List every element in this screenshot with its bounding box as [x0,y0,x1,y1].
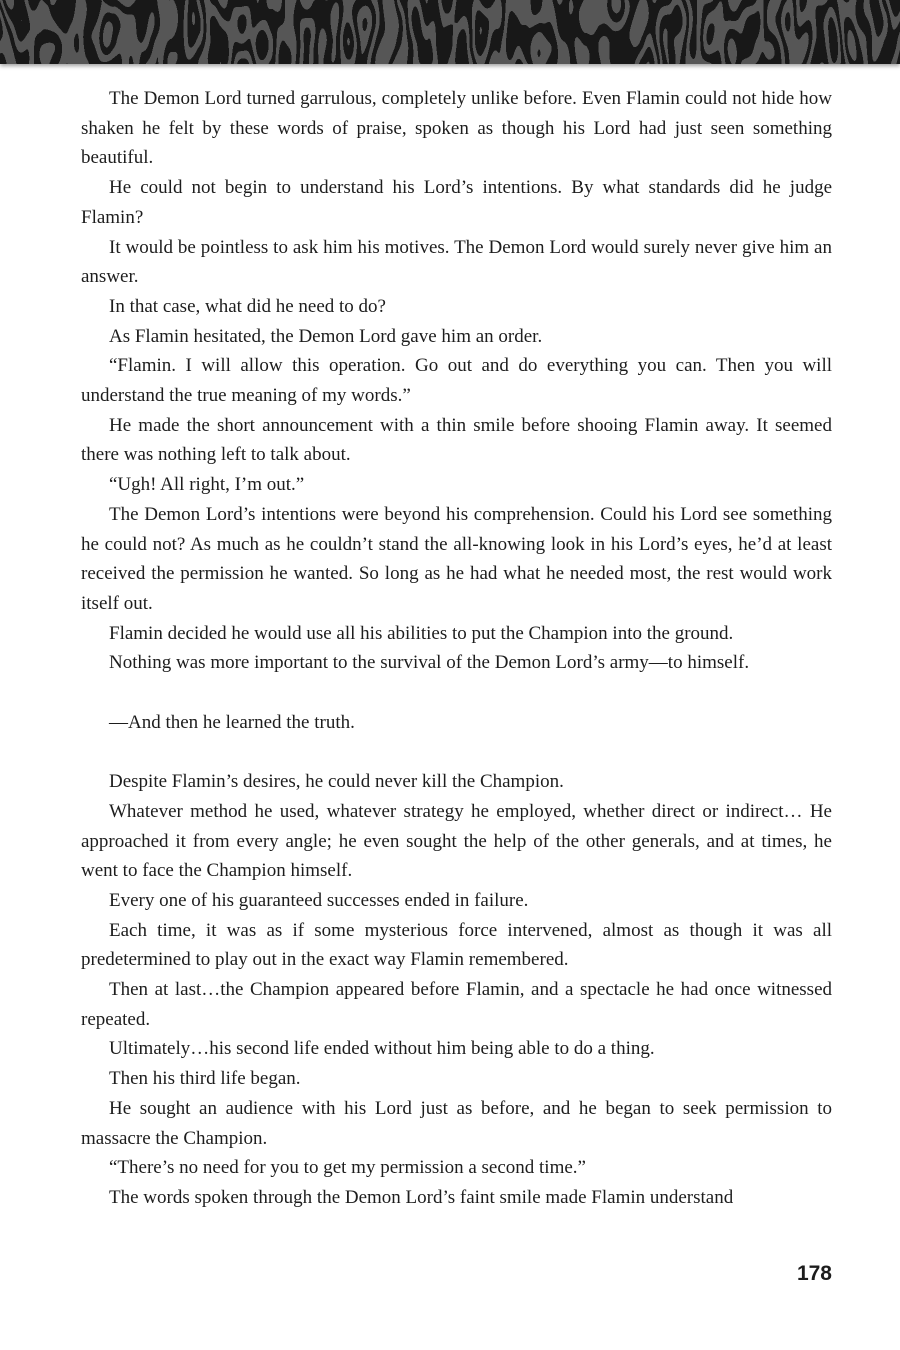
blank-line [81,737,832,767]
paragraph: “There’s no need for you to get my permission a second time.” [109,1157,586,1179]
paragraph: He could not begin to understand his Lord’s intentions. By what standards did he judge Flamin? [81,177,832,228]
paragraph: Ultimately…his second life ended without him being able to do a thing. [109,1038,655,1060]
paragraph: He sought an audience with his Lord just as before, and he began to seek permission to massacre the Champion. [81,1097,832,1149]
blank-line [81,678,832,708]
fingerprint-texture-graphic [0,0,900,64]
paragraph: —And then he learned the truth. [109,711,355,733]
paragraph: It would be pointless to ask him his motives. The Demon Lord would surely never give him an answer. [81,236,832,288]
paragraph: As Flamin hesitated, the Demon Lord gave him an order. [109,325,543,347]
paragraph: Despite Flamin’s desires, he could never kill the Champion. [109,771,564,793]
paragraph: Then at last…the Champion appeared before Flamin, and a spectacle he had once witnessed repeated. [81,979,832,1030]
paragraph: Then his third life began. [109,1068,301,1090]
torn-edge-clip [0,0,900,64]
paragraph: The Demon Lord’s intentions were beyond his comprehension. Could his Lord see something he could not? As much as he couldn’t stand the all-knowing look in his Lord’s eyes, he’d at least received the permission he wanted. So long as he had what he needed most, the rest would work itself out. [81,503,832,614]
paragraph: Every one of his guaranteed successes ended in failure. [109,889,529,911]
torn-header-band [0,0,900,64]
paragraph: Nothing was more important to the survival of the Demon Lord’s army—to himself. [109,652,750,674]
paragraph: In that case, what did he need to do? [109,295,386,317]
paragraph: “Flamin. I will allow this operation. Go out and do everything you can. Then you will understand the true meaning of my words.” [81,355,832,407]
paragraph: Flamin decided he would use all his abilities to put the Champion into the ground. [109,622,734,644]
paragraph: He made the short announcement with a thin smile before shooing Flamin away. It seemed there was nothing left to talk about. [81,414,832,466]
text-body [81,84,832,1213]
paragraph: The words spoken through the Demon Lord’s faint smile made Flamin understand [109,1186,734,1208]
paragraph: Whatever method he used, whatever strategy he employed, whether direct or indirect… He approached it from every angle; he even sought the help of the other generals, and at times, he went to face the Champion himself. [81,800,832,882]
paragraph: The Demon Lord turned garrulous, completely unlike before. Even Flamin could not hide how shaken he felt by these words of praise, spoken as though his Lord had just seen something beautiful. [81,88,832,169]
paragraph: “Ugh! All right, I’m out.” [109,474,305,496]
page-number: 178 [796,1262,832,1285]
paragraph: Each time, it was as if some mysterious force intervened, almost as though it was all predetermined to play out in the exact way Flamin remembered. [81,919,832,971]
